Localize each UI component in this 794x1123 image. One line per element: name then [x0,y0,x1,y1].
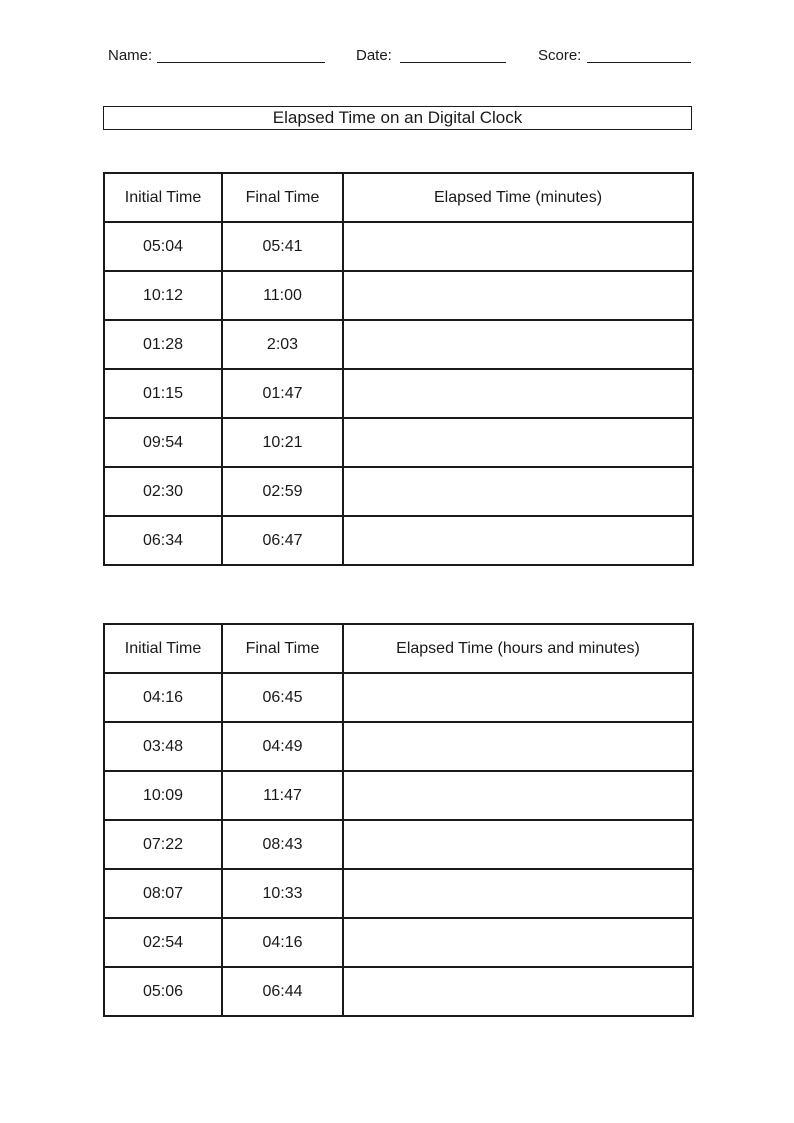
final-time-cell: 08:43 [222,820,343,869]
table-row [104,222,693,271]
elapsed-time-answer-cell[interactable] [343,418,693,467]
final-time-cell: 01:47 [222,369,343,418]
column-header-elapsed-time: Elapsed Time (minutes) [343,173,693,222]
table-row [104,271,693,320]
score-label: Score: [538,47,582,64]
initial-time-cell: 03:48 [104,722,222,771]
elapsed-time-answer-cell[interactable] [343,222,693,271]
table-header-row [104,173,693,222]
elapsed-time-answer-cell[interactable] [343,967,693,1016]
name-field[interactable] [157,62,325,63]
score-field[interactable] [587,62,691,63]
elapsed-time-answer-cell[interactable] [343,320,693,369]
elapsed-time-answer-cell[interactable] [343,722,693,771]
worksheet-header [0,47,794,67]
final-time-cell: 02:59 [222,467,343,516]
table-row [104,467,693,516]
initial-time-cell: 01:15 [104,369,222,418]
initial-time-cell: 07:22 [104,820,222,869]
elapsed-time-answer-cell[interactable] [343,516,693,565]
initial-time-cell: 05:04 [104,222,222,271]
final-time-cell: 2:03 [222,320,343,369]
final-time-cell: 11:00 [222,271,343,320]
table-row [104,918,693,967]
initial-time-cell: 10:12 [104,271,222,320]
initial-time-cell: 08:07 [104,869,222,918]
initial-time-cell: 05:06 [104,967,222,1016]
elapsed-time-answer-cell[interactable] [343,673,693,722]
worksheet-title: Elapsed Time on an Digital Clock [103,106,692,130]
initial-time-cell: 02:30 [104,467,222,516]
elapsed-time-answer-cell[interactable] [343,869,693,918]
column-header-elapsed-time: Elapsed Time (hours and minutes) [343,624,693,673]
initial-time-cell: 09:54 [104,418,222,467]
final-time-cell: 04:16 [222,918,343,967]
column-header-final-time: Final Time [222,624,343,673]
table-row [104,967,693,1016]
date-field[interactable] [400,62,506,63]
elapsed-time-answer-cell[interactable] [343,369,693,418]
table-row [104,320,693,369]
final-time-cell: 11:47 [222,771,343,820]
initial-time-cell: 06:34 [104,516,222,565]
final-time-cell: 06:45 [222,673,343,722]
elapsed-time-answer-cell[interactable] [343,467,693,516]
final-time-cell: 06:47 [222,516,343,565]
final-time-cell: 06:44 [222,967,343,1016]
elapsed-hours-minutes-table [103,623,694,1017]
table-row [104,820,693,869]
table-row [104,673,693,722]
name-label: Name: [108,47,153,64]
initial-time-cell: 01:28 [104,320,222,369]
table-row [104,418,693,467]
column-header-initial-time: Initial Time [104,624,222,673]
elapsed-time-answer-cell[interactable] [343,271,693,320]
table-row [104,369,693,418]
initial-time-cell: 04:16 [104,673,222,722]
elapsed-minutes-table [103,172,694,566]
table-row [104,869,693,918]
elapsed-time-answer-cell[interactable] [343,820,693,869]
initial-time-cell: 02:54 [104,918,222,967]
elapsed-time-answer-cell[interactable] [343,918,693,967]
final-time-cell: 10:21 [222,418,343,467]
elapsed-time-answer-cell[interactable] [343,771,693,820]
table-header-row [104,624,693,673]
column-header-initial-time: Initial Time [104,173,222,222]
column-header-final-time: Final Time [222,173,343,222]
table-row [104,722,693,771]
final-time-cell: 04:49 [222,722,343,771]
initial-time-cell: 10:09 [104,771,222,820]
final-time-cell: 05:41 [222,222,343,271]
final-time-cell: 10:33 [222,869,343,918]
table-row [104,516,693,565]
date-label: Date: [356,47,392,64]
table-row [104,771,693,820]
